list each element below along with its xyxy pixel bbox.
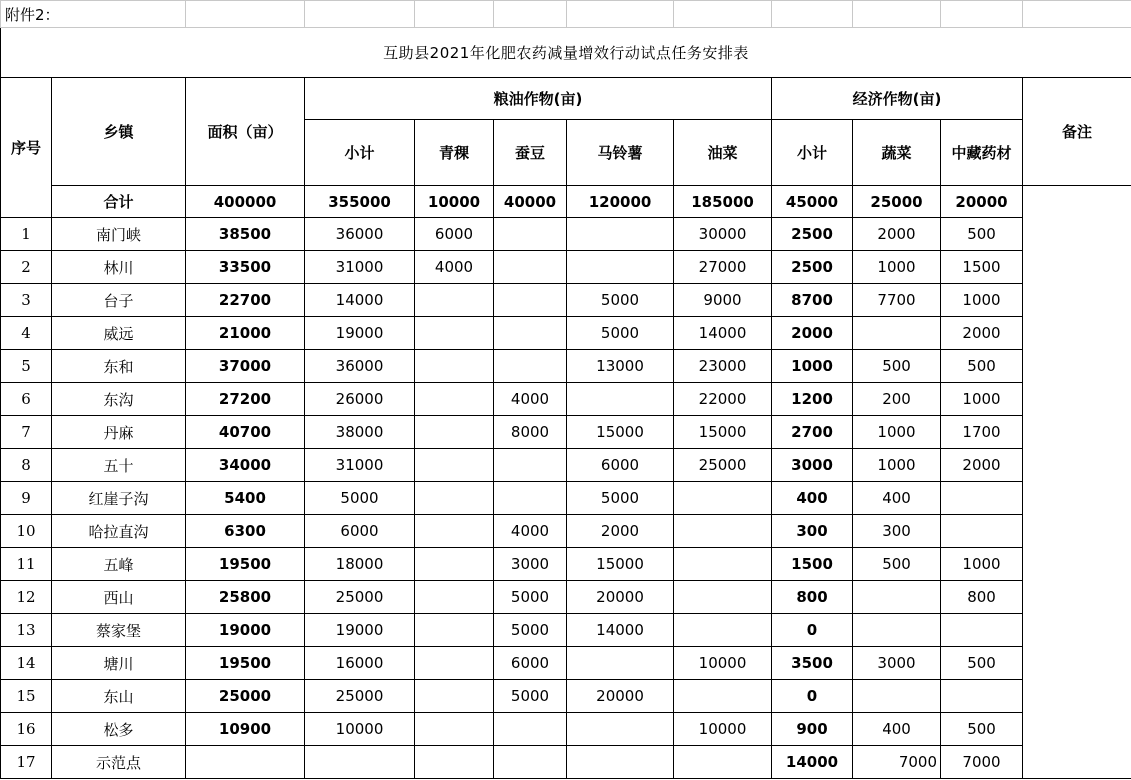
row-barley[interactable] [415,548,494,581]
table-row [1,647,1131,680]
row-broad-bean[interactable] [494,449,567,482]
header-econ-subtotal[interactable]: 小计 [772,120,853,186]
header-vegetable[interactable]: 蔬菜 [853,120,941,186]
row-potato[interactable] [567,713,674,746]
row-vegetable[interactable]: 1000 [853,416,941,449]
empty-cell[interactable] [772,1,853,28]
row-seq[interactable]: 3 [1,284,52,317]
row-vegetable[interactable] [853,680,941,713]
header-broad-bean[interactable]: 蚕豆 [494,120,567,186]
row-area[interactable]: 5400 [186,482,305,515]
row-herb[interactable]: 7000 [941,746,1023,779]
row-broad-bean[interactable] [494,317,567,350]
row-town[interactable]: 东和 [52,350,186,383]
total-broad-bean[interactable]: 40000 [494,186,567,218]
row-broad-bean[interactable]: 3000 [494,548,567,581]
row-seq[interactable]: 9 [1,482,52,515]
row-town[interactable]: 丹麻 [52,416,186,449]
row-vegetable[interactable]: 400 [853,713,941,746]
row-broad-bean[interactable] [494,350,567,383]
header-seq[interactable]: 序号 [1,78,52,218]
row-rapeseed[interactable]: 23000 [674,350,772,383]
empty-cell[interactable] [674,1,772,28]
row-vegetable[interactable]: 400 [853,482,941,515]
total-area[interactable]: 400000 [186,186,305,218]
row-herb[interactable]: 1000 [941,284,1023,317]
empty-cell[interactable] [1023,1,1131,28]
row-econ-subtotal[interactable]: 0 [772,680,853,713]
row-rapeseed[interactable] [674,482,772,515]
row-seq[interactable]: 4 [1,317,52,350]
row-town[interactable]: 威远 [52,317,186,350]
row-potato[interactable] [567,383,674,416]
total-herb[interactable]: 20000 [941,186,1023,218]
row-herb[interactable]: 1000 [941,548,1023,581]
table-row [1,383,1131,416]
row-area[interactable]: 6300 [186,515,305,548]
row-potato[interactable]: 20000 [567,581,674,614]
row-rapeseed[interactable] [674,746,772,779]
remark-cell[interactable] [1023,186,1131,779]
row-barley[interactable] [415,713,494,746]
row-town[interactable]: 东沟 [52,383,186,416]
row-vegetable[interactable]: 1000 [853,251,941,284]
row-barley[interactable] [415,515,494,548]
row-rapeseed[interactable] [674,680,772,713]
row-area[interactable]: 33500 [186,251,305,284]
row-potato[interactable] [567,746,674,779]
row-grain-subtotal[interactable]: 6000 [305,515,415,548]
row-grain-subtotal[interactable]: 10000 [305,713,415,746]
row-area[interactable]: 25000 [186,680,305,713]
row-herb[interactable]: 1000 [941,383,1023,416]
total-grain-subtotal[interactable]: 355000 [305,186,415,218]
row-potato[interactable]: 5000 [567,482,674,515]
row-grain-subtotal[interactable]: 36000 [305,218,415,251]
empty-cell[interactable] [567,1,674,28]
row-barley[interactable]: 6000 [415,218,494,251]
empty-cell[interactable] [494,1,567,28]
table-row [1,614,1131,647]
row-rapeseed[interactable] [674,581,772,614]
row-econ-subtotal[interactable]: 8700 [772,284,853,317]
row-grain-subtotal[interactable]: 25000 [305,680,415,713]
row-econ-subtotal[interactable]: 400 [772,482,853,515]
row-town[interactable]: 五峰 [52,548,186,581]
empty-cell[interactable] [305,1,415,28]
row-vegetable[interactable]: 7000 [853,746,941,779]
row-seq[interactable]: 11 [1,548,52,581]
row-area[interactable]: 21000 [186,317,305,350]
row-rapeseed[interactable]: 27000 [674,251,772,284]
row-area[interactable]: 25800 [186,581,305,614]
row-barley[interactable] [415,383,494,416]
row-broad-bean[interactable] [494,218,567,251]
row-grain-subtotal[interactable]: 5000 [305,482,415,515]
row-grain-subtotal[interactable]: 16000 [305,647,415,680]
row-area[interactable]: 38500 [186,218,305,251]
table-row [1,284,1131,317]
row-barley[interactable] [415,614,494,647]
row-area[interactable]: 10900 [186,713,305,746]
empty-cell[interactable] [415,1,494,28]
row-barley[interactable] [415,581,494,614]
row-grain-subtotal[interactable]: 18000 [305,548,415,581]
table-row [1,482,1131,515]
row-broad-bean[interactable]: 8000 [494,416,567,449]
row-herb[interactable]: 2000 [941,317,1023,350]
row-seq[interactable]: 15 [1,680,52,713]
table-row [1,713,1131,746]
row-seq[interactable]: 6 [1,383,52,416]
row-broad-bean[interactable]: 6000 [494,647,567,680]
row-seq[interactable]: 12 [1,581,52,614]
row-town[interactable]: 西山 [52,581,186,614]
row-potato[interactable] [567,647,674,680]
row-econ-subtotal[interactable]: 2500 [772,218,853,251]
empty-cell[interactable] [853,1,941,28]
row-vegetable[interactable] [853,614,941,647]
sheet-title[interactable]: 互助县2021年化肥农药减量增效行动试点任务安排表 [1,28,1131,78]
row-area[interactable] [186,746,305,779]
row-econ-subtotal[interactable]: 3500 [772,647,853,680]
row-town[interactable]: 松多 [52,713,186,746]
table-row [1,416,1131,449]
header-area[interactable]: 面积（亩） [186,78,305,186]
row-town[interactable]: 南门峡 [52,218,186,251]
row-econ-subtotal[interactable]: 800 [772,581,853,614]
row-econ-subtotal[interactable]: 2500 [772,251,853,284]
row-barley[interactable] [415,647,494,680]
table-row [1,449,1131,482]
row-econ-subtotal[interactable]: 900 [772,713,853,746]
table-row [1,251,1131,284]
row-barley[interactable] [415,284,494,317]
row-herb[interactable]: 500 [941,647,1023,680]
total-econ-subtotal[interactable]: 45000 [772,186,853,218]
row-area[interactable]: 37000 [186,350,305,383]
total-barley[interactable]: 10000 [415,186,494,218]
row-econ-subtotal[interactable]: 14000 [772,746,853,779]
row-potato[interactable]: 5000 [567,317,674,350]
row-vegetable[interactable]: 1000 [853,449,941,482]
row-town[interactable]: 哈拉直沟 [52,515,186,548]
row-vegetable[interactable]: 2000 [853,218,941,251]
row-seq[interactable]: 17 [1,746,52,779]
row-barley[interactable] [415,482,494,515]
row-broad-bean[interactable]: 4000 [494,515,567,548]
row-econ-subtotal[interactable]: 300 [772,515,853,548]
row-rapeseed[interactable]: 15000 [674,416,772,449]
row-broad-bean[interactable]: 5000 [494,680,567,713]
row-seq[interactable]: 7 [1,416,52,449]
row-seq[interactable]: 16 [1,713,52,746]
header-grain-oil[interactable]: 粮油作物(亩) [305,78,772,120]
row-rapeseed[interactable]: 10000 [674,647,772,680]
header-town[interactable]: 乡镇 [52,78,186,186]
row-barley[interactable] [415,317,494,350]
row-rapeseed[interactable]: 10000 [674,713,772,746]
row-herb[interactable]: 2000 [941,449,1023,482]
row-seq[interactable]: 14 [1,647,52,680]
row-area[interactable]: 19500 [186,647,305,680]
row-herb[interactable]: 800 [941,581,1023,614]
row-barley[interactable]: 4000 [415,251,494,284]
row-potato[interactable]: 20000 [567,680,674,713]
row-broad-bean[interactable] [494,713,567,746]
row-rapeseed[interactable]: 22000 [674,383,772,416]
row-town[interactable]: 东山 [52,680,186,713]
row-potato[interactable]: 15000 [567,548,674,581]
title-row [1,28,1131,78]
row-town[interactable]: 塘川 [52,647,186,680]
row-vegetable[interactable]: 200 [853,383,941,416]
row-rapeseed[interactable]: 9000 [674,284,772,317]
row-barley[interactable] [415,350,494,383]
row-rapeseed[interactable] [674,515,772,548]
table-row [1,680,1131,713]
row-area[interactable]: 27200 [186,383,305,416]
row-broad-bean[interactable] [494,284,567,317]
row-broad-bean[interactable]: 5000 [494,581,567,614]
row-barley[interactable] [415,449,494,482]
row-vegetable[interactable]: 7700 [853,284,941,317]
empty-cell[interactable] [941,1,1023,28]
total-label[interactable]: 合计 [52,186,186,218]
header-row-1 [1,78,1131,120]
row-potato[interactable] [567,218,674,251]
row-econ-subtotal[interactable]: 3000 [772,449,853,482]
row-rapeseed[interactable] [674,614,772,647]
row-vegetable[interactable]: 300 [853,515,941,548]
row-potato[interactable]: 15000 [567,416,674,449]
row-herb[interactable]: 1700 [941,416,1023,449]
row-potato[interactable]: 14000 [567,614,674,647]
row-grain-subtotal[interactable]: 14000 [305,284,415,317]
row-herb[interactable]: 500 [941,713,1023,746]
row-econ-subtotal[interactable]: 2700 [772,416,853,449]
header-herb[interactable]: 中藏药材 [941,120,1023,186]
row-vegetable[interactable] [853,317,941,350]
row-town[interactable]: 台子 [52,284,186,317]
row-potato[interactable]: 2000 [567,515,674,548]
table-row [1,746,1131,779]
row-broad-bean[interactable] [494,482,567,515]
row-seq[interactable]: 13 [1,614,52,647]
row-herb[interactable]: 500 [941,218,1023,251]
row-broad-bean[interactable]: 5000 [494,614,567,647]
row-barley[interactable] [415,680,494,713]
row-rapeseed[interactable]: 14000 [674,317,772,350]
table-row [1,581,1131,614]
row-grain-subtotal[interactable]: 19000 [305,317,415,350]
row-area[interactable]: 19000 [186,614,305,647]
row-vegetable[interactable] [853,581,941,614]
row-town[interactable]: 蔡家堡 [52,614,186,647]
row-town[interactable]: 示范点 [52,746,186,779]
header-rapeseed[interactable]: 油菜 [674,120,772,186]
row-herb[interactable] [941,614,1023,647]
total-rapeseed[interactable]: 185000 [674,186,772,218]
row-vegetable[interactable]: 3000 [853,647,941,680]
row-grain-subtotal[interactable]: 31000 [305,251,415,284]
row-econ-subtotal[interactable]: 1200 [772,383,853,416]
table-row [1,218,1131,251]
row-herb[interactable]: 500 [941,350,1023,383]
table-row [1,317,1131,350]
row-econ-subtotal[interactable]: 2000 [772,317,853,350]
header-grain-subtotal[interactable]: 小计 [305,120,415,186]
row-seq[interactable]: 1 [1,218,52,251]
row-broad-bean[interactable] [494,251,567,284]
row-seq[interactable]: 2 [1,251,52,284]
row-herb[interactable] [941,680,1023,713]
row-herb[interactable] [941,482,1023,515]
row-town[interactable]: 林川 [52,251,186,284]
row-grain-subtotal[interactable]: 26000 [305,383,415,416]
row-area[interactable]: 40700 [186,416,305,449]
row-broad-bean[interactable] [494,746,567,779]
row-econ-subtotal[interactable]: 0 [772,614,853,647]
row-seq[interactable]: 8 [1,449,52,482]
total-vegetable[interactable]: 25000 [853,186,941,218]
row-area[interactable]: 19500 [186,548,305,581]
row-potato[interactable]: 5000 [567,284,674,317]
table-row [1,515,1131,548]
row-herb[interactable]: 1500 [941,251,1023,284]
row-seq[interactable]: 5 [1,350,52,383]
header-potato[interactable]: 马铃薯 [567,120,674,186]
table-row [1,548,1131,581]
empty-cell[interactable] [186,1,305,28]
row-area[interactable]: 22700 [186,284,305,317]
header-barley[interactable]: 青稞 [415,120,494,186]
row-town[interactable]: 红崖子沟 [52,482,186,515]
row-potato[interactable]: 6000 [567,449,674,482]
row-grain-subtotal[interactable]: 36000 [305,350,415,383]
row-area[interactable]: 34000 [186,449,305,482]
total-potato[interactable]: 120000 [567,186,674,218]
row-grain-subtotal[interactable]: 19000 [305,614,415,647]
row-grain-subtotal[interactable]: 31000 [305,449,415,482]
row-barley[interactable] [415,746,494,779]
attachment-label[interactable]: 附件2： [1,1,186,28]
row-barley[interactable] [415,416,494,449]
row-grain-subtotal[interactable] [305,746,415,779]
row-town[interactable]: 五十 [52,449,186,482]
row-rapeseed[interactable]: 30000 [674,218,772,251]
row-herb[interactable] [941,515,1023,548]
row-grain-subtotal[interactable]: 38000 [305,416,415,449]
row-seq[interactable]: 10 [1,515,52,548]
total-row [1,186,1131,218]
row-potato[interactable] [567,251,674,284]
row-broad-bean[interactable]: 4000 [494,383,567,416]
attachment-row [1,1,1131,28]
header-remark[interactable]: 备注 [1023,78,1131,186]
table-row [1,350,1131,383]
row-potato[interactable]: 13000 [567,350,674,383]
row-vegetable[interactable]: 500 [853,548,941,581]
row-rapeseed[interactable] [674,548,772,581]
header-economic[interactable]: 经济作物(亩) [772,78,1023,120]
row-rapeseed[interactable]: 25000 [674,449,772,482]
row-econ-subtotal[interactable]: 1000 [772,350,853,383]
row-econ-subtotal[interactable]: 1500 [772,548,853,581]
row-vegetable[interactable]: 500 [853,350,941,383]
row-grain-subtotal[interactable]: 25000 [305,581,415,614]
